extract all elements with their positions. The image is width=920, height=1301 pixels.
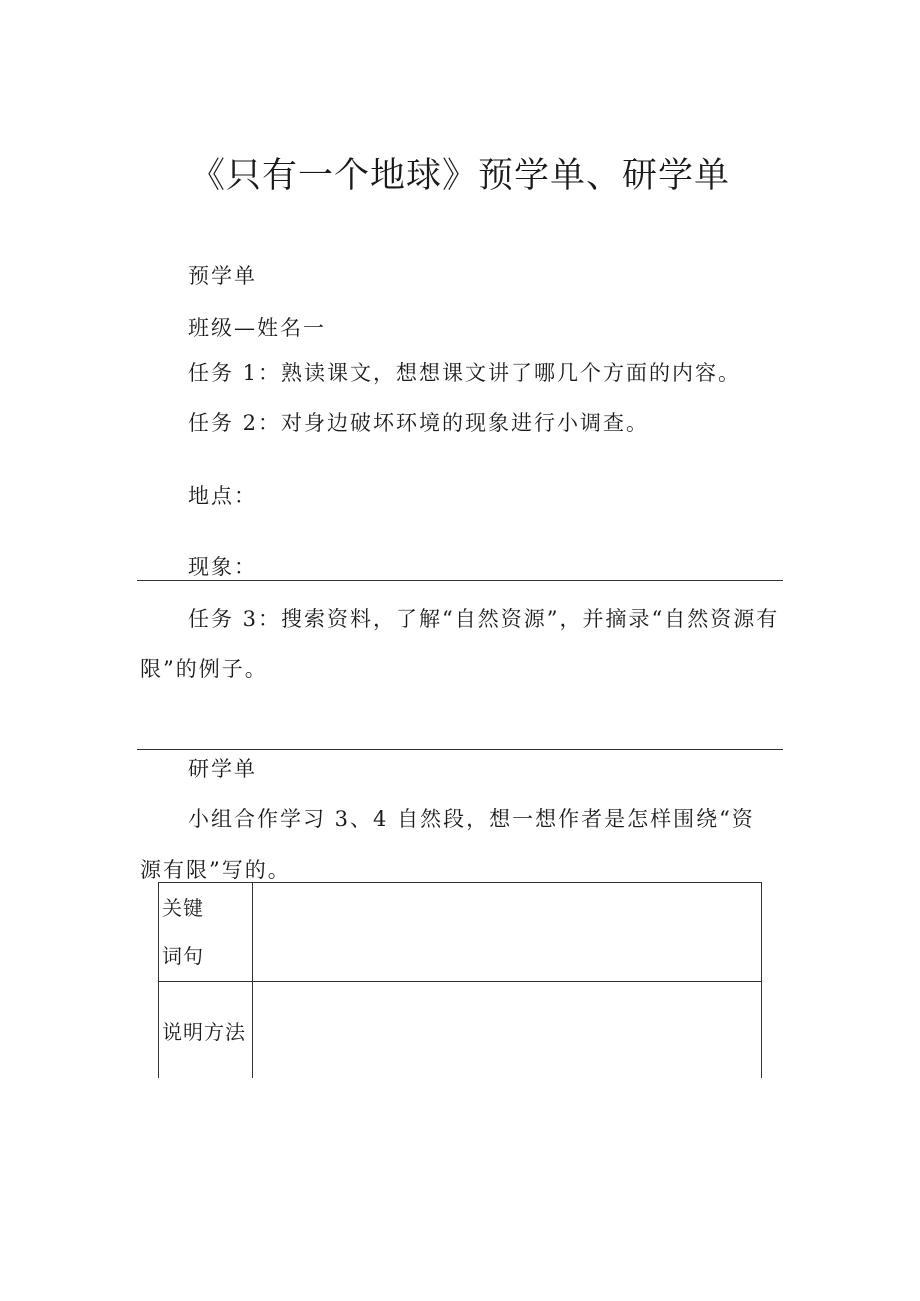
study-table xyxy=(158,882,762,1078)
keywords-label-line-1: 关键 xyxy=(162,896,204,920)
table-row-keywords xyxy=(159,883,762,982)
keywords-label-cell xyxy=(159,883,253,982)
phenomenon-label: 现象： xyxy=(188,555,257,579)
task-3-line-2: 限”的例子。 xyxy=(140,657,268,681)
keywords-answer-cell[interactable] xyxy=(253,883,762,982)
document-title: 《只有一个地球》预学单、研学单 xyxy=(189,156,730,196)
preview-heading: 预学单 xyxy=(188,264,257,288)
answer-line-task-3 xyxy=(137,749,783,750)
task-2: 任务 2：对身边破坏环境的现象进行小调查。 xyxy=(188,411,650,435)
table-row-method xyxy=(159,982,762,1079)
study-instruction-line-1: 小组合作学习 3、4 自然段，想一想作者是怎样围绕“资 xyxy=(188,807,755,831)
method-label-cell: 说明方法 xyxy=(159,982,253,1079)
study-heading: 研学单 xyxy=(188,757,257,781)
location-label: 地点： xyxy=(188,484,257,508)
task-1: 任务 1：熟读课文，想想课文讲了哪几个方面的内容。 xyxy=(188,361,742,385)
keywords-label-line-2: 词句 xyxy=(162,944,204,968)
class-name-line: 班级—姓名一 xyxy=(188,316,326,340)
method-answer-cell[interactable] xyxy=(253,982,762,1079)
task-3-line-1: 任务 3：搜索资料，了解“自然资源”，并摘录“自然资源有 xyxy=(188,607,780,631)
answer-line-phenomenon xyxy=(137,580,783,581)
study-instruction-line-2: 源有限”写的。 xyxy=(140,858,291,882)
